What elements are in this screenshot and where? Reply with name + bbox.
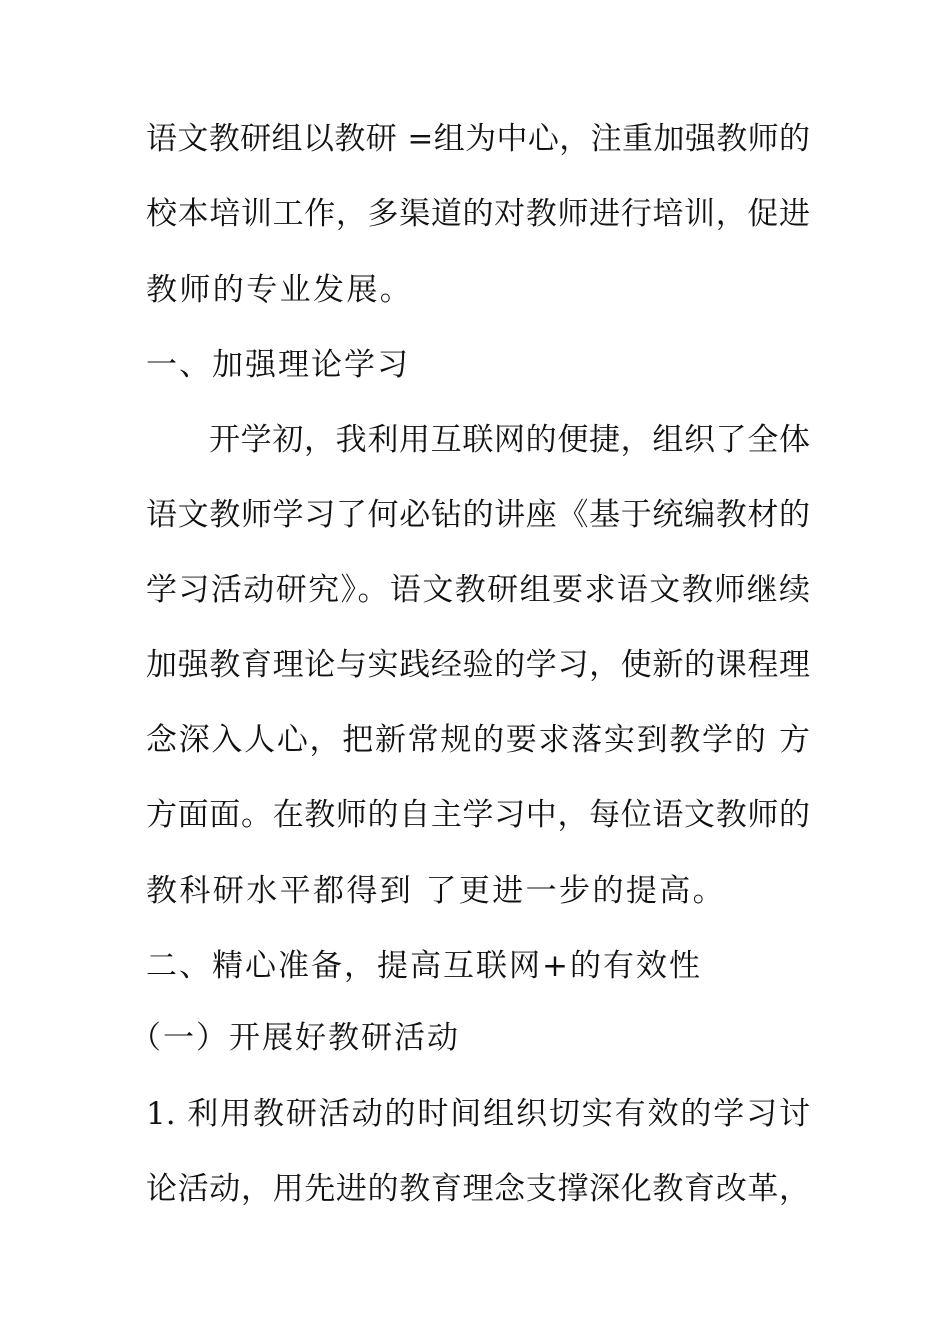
paragraph-2-line-3: 学习活动研究》。语文教研组要求语文教师继续 <box>146 572 810 608</box>
paragraph-2-line-7: 教科研水平都得到 了更进一步的提高。 <box>146 873 727 909</box>
section-heading-1: 一、加强理论学习 <box>146 347 410 383</box>
section-heading-2: 二、精心准备，提高互联网+的有效性 <box>146 948 702 984</box>
paragraph-1-line-3: 教师的专业发展。 <box>146 272 414 308</box>
paragraph-1-line-1: 语文教研组以教研 =组为中心，注重加强教师的 <box>146 121 810 157</box>
paragraph-2-line-6: 方面面。在教师的自主学习中，每位语文教师的 <box>146 797 810 833</box>
paragraph-2-line-4: 加强教育理论与实践经验的学习，使新的课程理 <box>146 647 810 683</box>
paragraph-2-line-1: 开学初，我利用互联网的便捷，组织了全体 <box>209 422 810 458</box>
paragraph-2-line-2: 语文教师学习了何必钻的讲座《基于统编教材的 <box>146 497 810 533</box>
list-item-1-line-2: 论活动，用先进的教育理念支撑深化教育改革， <box>146 1171 810 1207</box>
subsection-heading-1: （一）开展好教研活动 <box>130 1020 460 1056</box>
paragraph-2-line-5: 念深入人心，把新常规的要求落实到教学的 方 <box>146 722 810 758</box>
paragraph-1-line-2: 校本培训工作，多渠道的对教师进行培训，促进 <box>146 196 810 232</box>
list-item-1-line-1: 1. 利用教研活动的时间组织切实有效的学习讨 <box>146 1096 810 1132</box>
